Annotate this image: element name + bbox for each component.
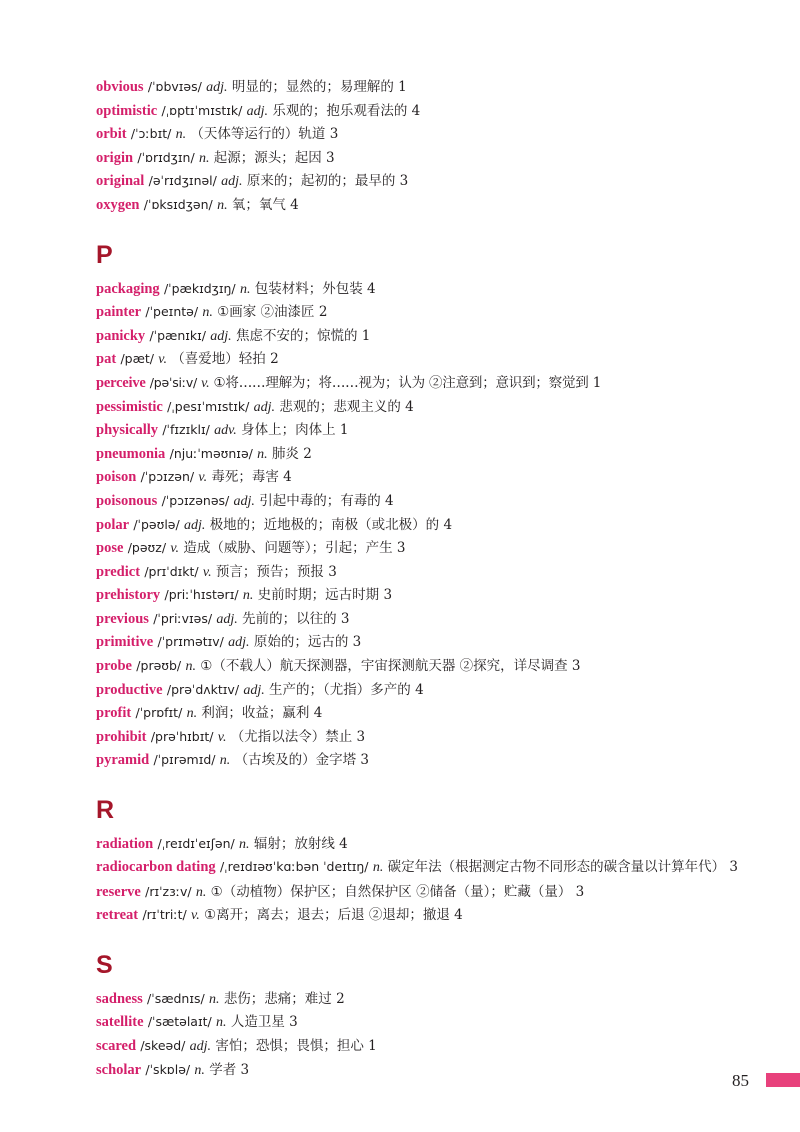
headword: poison [96, 469, 137, 486]
headword: radiation [96, 836, 154, 853]
phonetic: /rɪˈzɜːv/ [145, 883, 192, 899]
page-number: 85 [732, 1071, 749, 1090]
phonetic: /prɪˈdɪkt/ [144, 563, 199, 579]
part-of-speech: n. [198, 150, 210, 166]
phonetic: /ˌreɪdɪəʊˈkɑːbən ˈdeɪtɪŋ/ [219, 858, 369, 874]
definition: （古埃及的）金字塔 3 [234, 752, 369, 769]
part-of-speech: n. [186, 706, 198, 722]
phonetic: /rɪˈtriːt/ [142, 907, 187, 923]
phonetic: /ˈpəʊlə/ [133, 516, 180, 532]
part-of-speech: v. [191, 908, 200, 924]
glossary-entry [96, 100, 786, 124]
part-of-speech: v. [170, 541, 180, 557]
headword: scared [96, 1038, 137, 1054]
headword: origin [96, 149, 134, 166]
headword: poisonous [96, 492, 158, 509]
glossary-list [96, 76, 786, 1082]
glossary-entry [96, 561, 786, 585]
headword: optimistic [96, 102, 158, 119]
phonetic: /prəʊb/ [136, 658, 182, 674]
definition: 包装材料；外包装 4 [254, 280, 376, 297]
phonetic: /ˈpænɪkɪ/ [149, 327, 206, 343]
glossary-entry [96, 988, 786, 1012]
glossary-entry [96, 631, 786, 655]
glossary-entry [96, 702, 786, 726]
glossary-entry [96, 396, 786, 420]
headword: polar [96, 516, 130, 533]
phonetic: /prəˈdʌktɪv/ [166, 681, 240, 697]
definition: 先前的；以往的 3 [242, 610, 350, 627]
headword: scholar [96, 1061, 142, 1078]
definition: 学者 3 [209, 1061, 250, 1078]
phonetic: /ˌpesɪˈmɪstɪk/ [167, 398, 250, 414]
glossary-entry [96, 655, 786, 679]
definition: （天体等运行的）轨道 3 [190, 126, 339, 143]
glossary-entry [96, 301, 786, 325]
glossary-entry [96, 419, 786, 443]
phonetic: /ˈɔːbɪt/ [130, 126, 172, 142]
headword: panicky [96, 327, 146, 344]
part-of-speech: v. [158, 352, 167, 368]
headword: probe [96, 658, 132, 675]
part-of-speech: adj. [228, 635, 250, 651]
headword: pneumonia [96, 445, 166, 462]
definition: ①画家 ②油漆匠 2 [217, 304, 328, 321]
definition: ①离开；离去；退去；后退 ②退却；撤退 4 [204, 907, 463, 924]
phonetic: /skeəd/ [140, 1038, 186, 1053]
glossary-entry [96, 1011, 786, 1035]
section-letter-heading: P [96, 240, 113, 269]
part-of-speech: v. [202, 564, 212, 580]
definition: 碳定年法（根据测定古物不同形态的碳含量以计算年代） 3 [387, 858, 738, 875]
headword: oxygen [96, 196, 140, 213]
part-of-speech: adj. [246, 103, 269, 119]
phonetic: /ˈpeɪntə/ [145, 304, 199, 320]
phonetic: /əˈrɪdʒɪnəl/ [148, 173, 217, 189]
definition: （尤指以法令）禁止 3 [230, 728, 366, 745]
glossary-section-s [96, 950, 786, 1082]
phonetic: /ˈpækɪdʒɪŋ/ [163, 280, 236, 296]
definition: 害怕；恐惧；畏惧；担心 1 [215, 1038, 377, 1054]
part-of-speech: n. [239, 837, 250, 853]
definition: ①（动植物）保护区；自然保护区 ②储备（量）；贮藏（量） 3 [210, 883, 585, 900]
headword: obvious [96, 79, 144, 95]
definition: 身体上；肉体上 1 [241, 422, 349, 439]
glossary-entry [96, 881, 786, 905]
glossary-entry [96, 514, 786, 538]
glossary-entry [96, 857, 786, 878]
part-of-speech: adj. [221, 174, 243, 190]
definition: 极地的；近地极的；南极（或北极）的 4 [209, 516, 453, 533]
section-letter-heading: S [96, 950, 113, 979]
definition: 史前时期；远古时期 3 [257, 587, 393, 604]
headword: satellite [96, 1014, 144, 1031]
headword: prohibit [96, 728, 147, 745]
headword: original [96, 173, 145, 190]
phonetic: /ˈpɔɪzən/ [140, 469, 195, 485]
headword: physically [96, 422, 159, 439]
glossary-entry [96, 147, 786, 171]
part-of-speech: adj. [189, 1039, 212, 1054]
part-of-speech: n. [209, 991, 220, 1007]
glossary-section-r [96, 795, 786, 928]
glossary-entry [96, 833, 786, 857]
glossary-entry [96, 123, 786, 147]
definition: 辐射；放射线 4 [253, 836, 348, 853]
part-of-speech: n. [242, 588, 254, 604]
part-of-speech: adj. [253, 399, 276, 415]
glossary-entry [96, 749, 786, 773]
part-of-speech: adj. [233, 493, 255, 509]
part-of-speech: n. [194, 1062, 205, 1078]
part-of-speech: n. [216, 1015, 227, 1031]
headword: profit [96, 705, 132, 722]
headword: orbit [96, 126, 127, 143]
part-of-speech: v. [201, 375, 210, 391]
part-of-speech: adj. [210, 328, 232, 344]
headword: pose [96, 540, 124, 557]
glossary-entry [96, 608, 786, 632]
definition: 焦虑不安的；惊慌的 1 [235, 327, 371, 344]
headword: pessimistic [96, 398, 163, 415]
definition: 生产的；（尤指）多产的 4 [269, 681, 424, 698]
glossary-entry [96, 584, 786, 608]
phonetic: /ˈfɪzɪklɪ/ [162, 422, 210, 438]
part-of-speech: adv. [214, 423, 237, 439]
section-letter-heading: R [96, 796, 115, 825]
glossary-entry [96, 679, 786, 703]
headword: sadness [96, 990, 143, 1007]
definition: 毒死；毒害 4 [211, 469, 292, 486]
definition: 肺炎 2 [271, 445, 312, 462]
glossary-entry [96, 904, 786, 928]
glossary-entry [96, 1035, 786, 1059]
definition: 原来的；起初的；最早的 3 [246, 173, 409, 190]
phonetic: /ˈskɒlə/ [145, 1061, 191, 1077]
part-of-speech: n. [175, 127, 187, 143]
headword: painter [96, 304, 142, 321]
glossary-entry [96, 466, 786, 490]
headword: predict [96, 563, 141, 580]
definition: 悲伤；悲痛；难过 2 [223, 990, 345, 1007]
part-of-speech: n. [217, 197, 228, 213]
glossary-entry [96, 726, 786, 750]
headword: radiocarbon dating [96, 858, 216, 875]
part-of-speech: n. [185, 659, 196, 675]
glossary-entry [96, 1059, 786, 1083]
headword: packaging [96, 280, 160, 297]
phonetic: /ˌɒptɪˈmɪstɪk/ [161, 102, 243, 118]
glossary-section-p [96, 240, 786, 773]
glossary-entry [96, 443, 786, 467]
headword: reserve [96, 883, 141, 900]
phonetic: /ˌreɪdɪˈeɪʃən/ [157, 836, 235, 852]
headword: retreat [96, 907, 139, 924]
part-of-speech: v. [198, 470, 208, 486]
phonetic: /priːˈhɪstərɪ/ [164, 587, 239, 603]
part-of-speech: adj. [243, 682, 265, 698]
part-of-speech: n. [195, 884, 207, 900]
definition: 氧；氧气 4 [231, 196, 299, 213]
phonetic: /ˈsætəlaɪt/ [147, 1014, 212, 1030]
glossary-entry [96, 170, 786, 194]
definition: 乐观的；抱乐观看法的 4 [272, 102, 421, 119]
part-of-speech: n. [257, 446, 268, 462]
phonetic: /ˈprɪmətɪv/ [157, 634, 224, 650]
definition: 引起中毒的；有毒的 4 [259, 492, 394, 509]
phonetic: /ˈprɒfɪt/ [135, 705, 183, 721]
glossary-entry [96, 372, 786, 396]
headword: perceive [96, 374, 146, 391]
definition: （喜爱地）轻拍 2 [171, 351, 279, 368]
glossary-section-o [96, 76, 786, 218]
glossary-entry [96, 76, 786, 100]
phonetic: /ˈpriːvɪəs/ [153, 610, 213, 626]
definition: ①（不载人）航天探测器，宇宙探测航天器 ②探究，详尽调查 3 [200, 658, 581, 675]
definition: 起源；源头；起因 3 [213, 149, 335, 166]
part-of-speech: adj. [206, 80, 228, 95]
phonetic: /ˈɒbvɪəs/ [147, 79, 202, 94]
phonetic: /pəʊz/ [127, 540, 167, 556]
glossary-entry [96, 325, 786, 349]
headword: previous [96, 610, 149, 627]
headword: primitive [96, 634, 154, 651]
headword: pat [96, 351, 117, 368]
definition: ①将……理解为；将……视为；认为 ②注意到；意识到；察觉到 1 [213, 374, 602, 391]
part-of-speech: n. [219, 753, 231, 769]
phonetic: /pəˈsiːv/ [149, 374, 198, 390]
phonetic: /ˈpɪrəmɪd/ [153, 752, 216, 768]
glossary-entry [96, 348, 786, 372]
definition: 原始的；远古的 3 [253, 634, 362, 651]
part-of-speech: adj. [216, 611, 238, 627]
phonetic: /ˈɒksɪdʒən/ [143, 196, 213, 212]
phonetic: /ˈpɔɪzənəs/ [161, 492, 230, 508]
phonetic: /prəˈhɪbɪt/ [150, 728, 214, 744]
phonetic: /pæt/ [120, 351, 154, 367]
glossary-entry [96, 490, 786, 514]
glossary-entry [96, 278, 786, 302]
headword: productive [96, 681, 163, 698]
phonetic: /ˈsædnɪs/ [147, 990, 205, 1006]
glossary-entry [96, 194, 786, 218]
part-of-speech: v. [217, 729, 227, 745]
part-of-speech: adj. [184, 517, 206, 533]
definition: 利润；收益；赢利 4 [201, 705, 323, 722]
part-of-speech: n. [239, 281, 251, 297]
phonetic: /ˈɒrɪdʒɪn/ [137, 149, 195, 165]
part-of-speech: n. [372, 859, 384, 875]
definition: 人造卫星 3 [230, 1014, 298, 1031]
page-edge-tab [766, 1073, 800, 1087]
definition: 悲观的；悲观主义的 4 [279, 398, 414, 415]
headword: prehistory [96, 587, 161, 604]
phonetic: /njuːˈməʊnɪə/ [169, 445, 253, 461]
definition: 明显的；显然的；易理解的 1 [231, 79, 407, 95]
glossary-entry [96, 537, 786, 561]
definition: 预言；预告；预报 3 [215, 563, 337, 580]
headword: pyramid [96, 752, 150, 769]
part-of-speech: n. [202, 305, 213, 321]
definition: 造成（威胁、问题等）；引起；产生 3 [183, 540, 406, 557]
